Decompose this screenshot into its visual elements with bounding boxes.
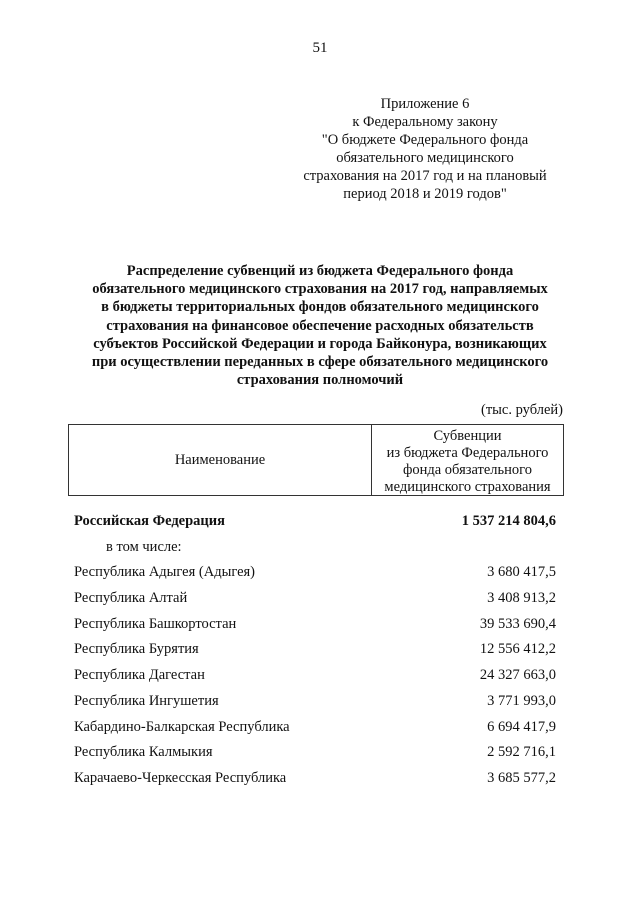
row-value: 2 592 716,1 bbox=[487, 744, 556, 761]
appendix-line: "О бюджете Федерального фонда bbox=[321, 132, 529, 148]
title-line: страхования полномочий bbox=[236, 372, 404, 389]
table-row bbox=[74, 588, 556, 614]
appendix-line: к Федеральному закону bbox=[352, 114, 498, 130]
table-row bbox=[74, 742, 556, 768]
row-value: 3 408 913,2 bbox=[487, 590, 556, 607]
title-line: обязательного медицинского страхования на 2017 год, направляемых bbox=[92, 281, 548, 298]
header-subvention-line: из бюджета Федерального bbox=[386, 445, 549, 461]
table-row bbox=[74, 717, 556, 743]
row-name: Республика Адыгея (Адыгея) bbox=[74, 564, 256, 581]
page-number: 51 bbox=[312, 40, 328, 56]
table-row bbox=[74, 562, 556, 588]
table-row-including bbox=[74, 537, 556, 563]
including-label: в том числе: bbox=[106, 538, 182, 555]
row-name: Карачаево-Черкесская Республика bbox=[74, 769, 287, 786]
table-row bbox=[74, 768, 556, 794]
row-name: Республика Бурятия bbox=[74, 641, 199, 658]
row-value: 12 556 412,2 bbox=[479, 641, 556, 658]
row-name: Республика Ингушетия bbox=[74, 692, 219, 709]
table-row bbox=[74, 614, 556, 640]
row-name: Республика Башкортостан bbox=[74, 615, 237, 632]
header-name-cell: Наименование bbox=[69, 425, 372, 495]
header-subvention-line: Субвенции bbox=[433, 428, 502, 444]
appendix-line: период 2018 и 2019 годов" bbox=[343, 186, 507, 202]
table-body bbox=[74, 511, 556, 794]
title-line: страхования на финансовое обеспечение расходных обязательств bbox=[106, 317, 534, 334]
row-name: Республика Алтай bbox=[74, 590, 188, 607]
table-header bbox=[68, 424, 564, 496]
table-row bbox=[74, 639, 556, 665]
row-value: 3 685 577,2 bbox=[487, 769, 556, 786]
units-label: (тыс. рублей) bbox=[481, 402, 563, 418]
appendix-line: обязательного медицинского bbox=[336, 150, 514, 166]
row-value: 39 533 690,4 bbox=[479, 615, 556, 632]
appendix-reference bbox=[300, 95, 550, 203]
row-value: 3 771 993,0 bbox=[487, 692, 556, 709]
title-line: при осуществлении переданных в сфере обязательного медицинского bbox=[91, 354, 549, 371]
title-line: в бюджеты территориальных фондов обязательного медицинского bbox=[101, 299, 539, 316]
table-row-total bbox=[74, 511, 556, 537]
table-row bbox=[74, 691, 556, 717]
appendix-line: страхования на 2017 год и на плановый bbox=[303, 168, 547, 184]
header-subvention-line: фонда обязательного bbox=[402, 462, 533, 478]
row-value: 3 680 417,5 bbox=[487, 564, 556, 581]
row-name: Республика Калмыкия bbox=[74, 744, 213, 761]
title-line: Распределение субвенций из бюджета Федерального фонда bbox=[126, 263, 514, 279]
header-subvention-line: медицинского страхования bbox=[384, 479, 551, 495]
row-value: 1 537 214 804,6 bbox=[461, 513, 556, 529]
row-value: 6 694 417,9 bbox=[487, 718, 556, 735]
row-name: Кабардино-Балкарская Республика bbox=[74, 718, 290, 735]
row-name: Российская Федерация bbox=[74, 513, 225, 529]
appendix-line: Приложение 6 bbox=[380, 96, 470, 112]
header-subvention-cell bbox=[372, 425, 563, 495]
title-line: субъектов Российской Федерации и города Байконура, возникающих bbox=[93, 335, 547, 352]
document-title bbox=[60, 262, 580, 389]
row-value: 24 327 663,0 bbox=[479, 667, 556, 684]
row-name: Республика Дагестан bbox=[74, 667, 205, 684]
table-row bbox=[74, 665, 556, 691]
